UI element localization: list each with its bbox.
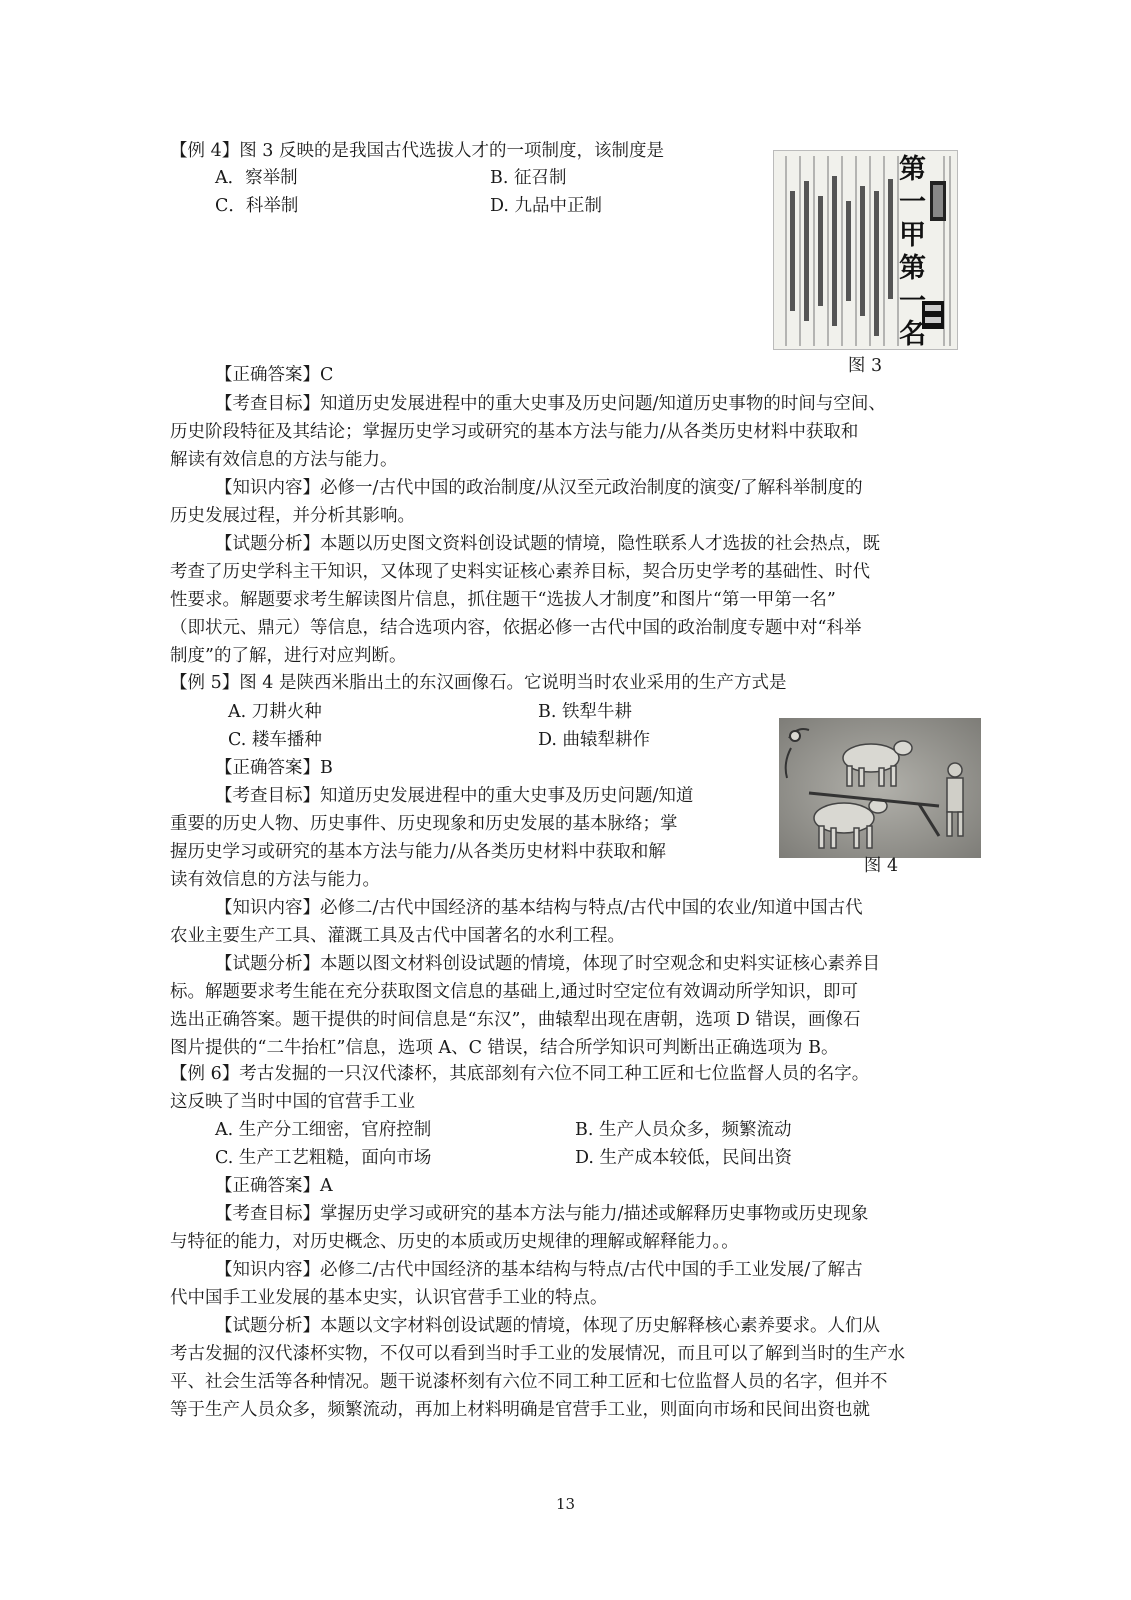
ex4-analysis-line-5: 制度”的了解，进行对应判断。 [170, 646, 407, 666]
ex5-analysis-line-1: 【试题分析】本题以图文材料创设试题的情境，体现了时空观念和史料实证核心素养目 [215, 954, 880, 974]
ex6-analysis-line-1: 【试题分析】本题以文字材料创设试题的情境，体现了历史解释核心素养要求。人们从 [215, 1316, 880, 1336]
ex6-answer: 【正确答案】A [215, 1176, 333, 1196]
ex4-goal-line-1: 【考查目标】知道历史发展进程中的重大史事及历史问题/知道历史事物的时间与空间、 [215, 394, 886, 414]
ex6-stem-line-1: 【例 6】考古发掘的一只汉代漆杯，其底部刻有六位不同工种工匠和七位监督人员的名字。 [170, 1064, 870, 1084]
ex4-stem: 【例 4】图 3 反映的是我国古代选拔人才的一项制度，该制度是 [170, 141, 664, 161]
ex4-option-b: B. 征召制 [490, 168, 567, 188]
ex5-option-b: B. 铁犁牛耕 [538, 702, 632, 722]
ex4-answer: 【正确答案】C [215, 365, 334, 385]
figure-3-main-text: 第一甲第一名 [899, 154, 926, 350]
ex6-option-d: D. 生产成本较低，民间出资 [575, 1148, 793, 1168]
page-number: 13 [555, 1495, 576, 1513]
ex5-knowledge-line-2: 农业主要生产工具、灌溉工具及古代中国著名的水利工程。 [170, 926, 625, 946]
ex6-stem-line-2: 这反映了当时中国的官营手工业 [170, 1092, 415, 1112]
ex5-knowledge-line-1: 【知识内容】必修二/古代中国经济的基本结构与特点/古代中国的农业/知道中国古代 [215, 898, 863, 918]
ex4-analysis-line-2: 考查了历史学科主干知识，又体现了史料实证核心素养目标，契合历史学考的基础性、时代 [170, 562, 870, 582]
ex5-analysis-line-4: 图片提供的“二牛抬杠”信息，选项 A、C 错误，结合所学知识可判断出正确选项为 B。 [170, 1038, 839, 1058]
ex5-option-c: C. 耧车播种 [228, 730, 322, 750]
ex4-analysis-line-1: 【试题分析】本题以历史图文资料创设试题的情境，隐性联系人才选拔的社会热点，既 [215, 534, 880, 554]
ex6-goal-line-1: 【考查目标】掌握历史学习或研究的基本方法与能力/描述或解释历史事物或历史现象 [215, 1204, 869, 1224]
figure-3-caption: 图 3 [847, 356, 883, 376]
ex5-goal-line-4: 读有效信息的方法与能力。 [170, 870, 380, 890]
ex4-knowledge-line-2: 历史发展过程，并分析其影响。 [170, 506, 415, 526]
figure-4-stone-relief-image [779, 718, 981, 858]
ex6-goal-line-2: 与特征的能力，对历史概念、历史的本质或历史规律的理解或解释能力。。 [170, 1232, 739, 1252]
ex5-analysis-line-3: 选出正确答案。题干提供的时间信息是“东汉”，曲辕犁出现在唐朝，选项 D 错误，画像石 [170, 1010, 861, 1030]
figure-3-exam-paper-image [773, 150, 958, 350]
ex4-goal-line-3: 解读有效信息的方法与能力。 [170, 450, 398, 470]
ex4-option-a: A．察举制 [215, 168, 298, 188]
ex5-stem: 【例 5】图 4 是陕西米脂出土的东汉画像石。它说明当时农业采用的生产方式是 [170, 673, 787, 693]
ex4-option-c: C．科举制 [215, 196, 299, 216]
ex4-analysis-line-3: 性要求。解题要求考生解读图片信息，抓住题干“选拔人才制度”和图片“第一甲第一名” [170, 590, 836, 610]
ex6-option-b: B. 生产人员众多，频繁流动 [575, 1120, 792, 1140]
ex5-goal-line-2: 重要的历史人物、历史事件、历史现象和历史发展的基本脉络；掌 [170, 814, 678, 834]
ex4-option-d: D. 九品中正制 [490, 196, 603, 216]
ex6-knowledge-line-2: 代中国手工业发展的基本史实，认识官营手工业的特点。 [170, 1288, 608, 1308]
ex5-goal-line-3: 握历史学习或研究的基本方法与能力/从各类历史材料中获取和解 [170, 842, 666, 862]
ex5-goal-line-1: 【考查目标】知道历史发展进程中的重大史事及历史问题/知道 [215, 786, 694, 806]
ex6-analysis-line-4: 等于生产人员众多，频繁流动，再加上材料明确是官营手工业，则面向市场和民间出资也就 [170, 1400, 870, 1420]
ex5-option-d: D. 曲辕犁耕作 [538, 730, 651, 750]
ex4-knowledge-line-1: 【知识内容】必修一/古代中国的政治制度/从汉至元政治制度的演变/了解科举制度的 [215, 478, 863, 498]
ex5-option-a: A. 刀耕火种 [228, 702, 322, 722]
ex6-option-c: C. 生产工艺粗糙，面向市场 [215, 1148, 432, 1168]
ex4-analysis-line-4: （即状元、鼎元）等信息，结合选项内容，依据必修一古代中国的政治制度专题中对“科举 [170, 618, 862, 638]
ex5-answer: 【正确答案】B [215, 758, 333, 778]
ex6-knowledge-line-1: 【知识内容】必修二/古代中国经济的基本结构与特点/古代中国的手工业发展/了解古 [215, 1260, 863, 1280]
figure-4-caption: 图 4 [863, 856, 899, 876]
ex6-analysis-line-2: 考古发掘的汉代漆杯实物，不仅可以看到当时手工业的发展情况，而且可以了解到当时的生产水 [170, 1344, 905, 1364]
ex5-analysis-line-2: 标。解题要求考生能在充分获取图文信息的基础上,通过时空定位有效调动所学知识，即可 [170, 982, 859, 1002]
ex6-analysis-line-3: 平、社会生活等各种情况。题干说漆杯刻有六位不同工种工匠和七位监督人员的名字，但并不 [170, 1372, 888, 1392]
ex4-goal-line-2: 历史阶段特征及其结论；掌握历史学习或研究的基本方法与能力/从各类历史材料中获取和 [170, 422, 859, 442]
ex6-option-a: A. 生产分工细密，官府控制 [215, 1120, 432, 1140]
